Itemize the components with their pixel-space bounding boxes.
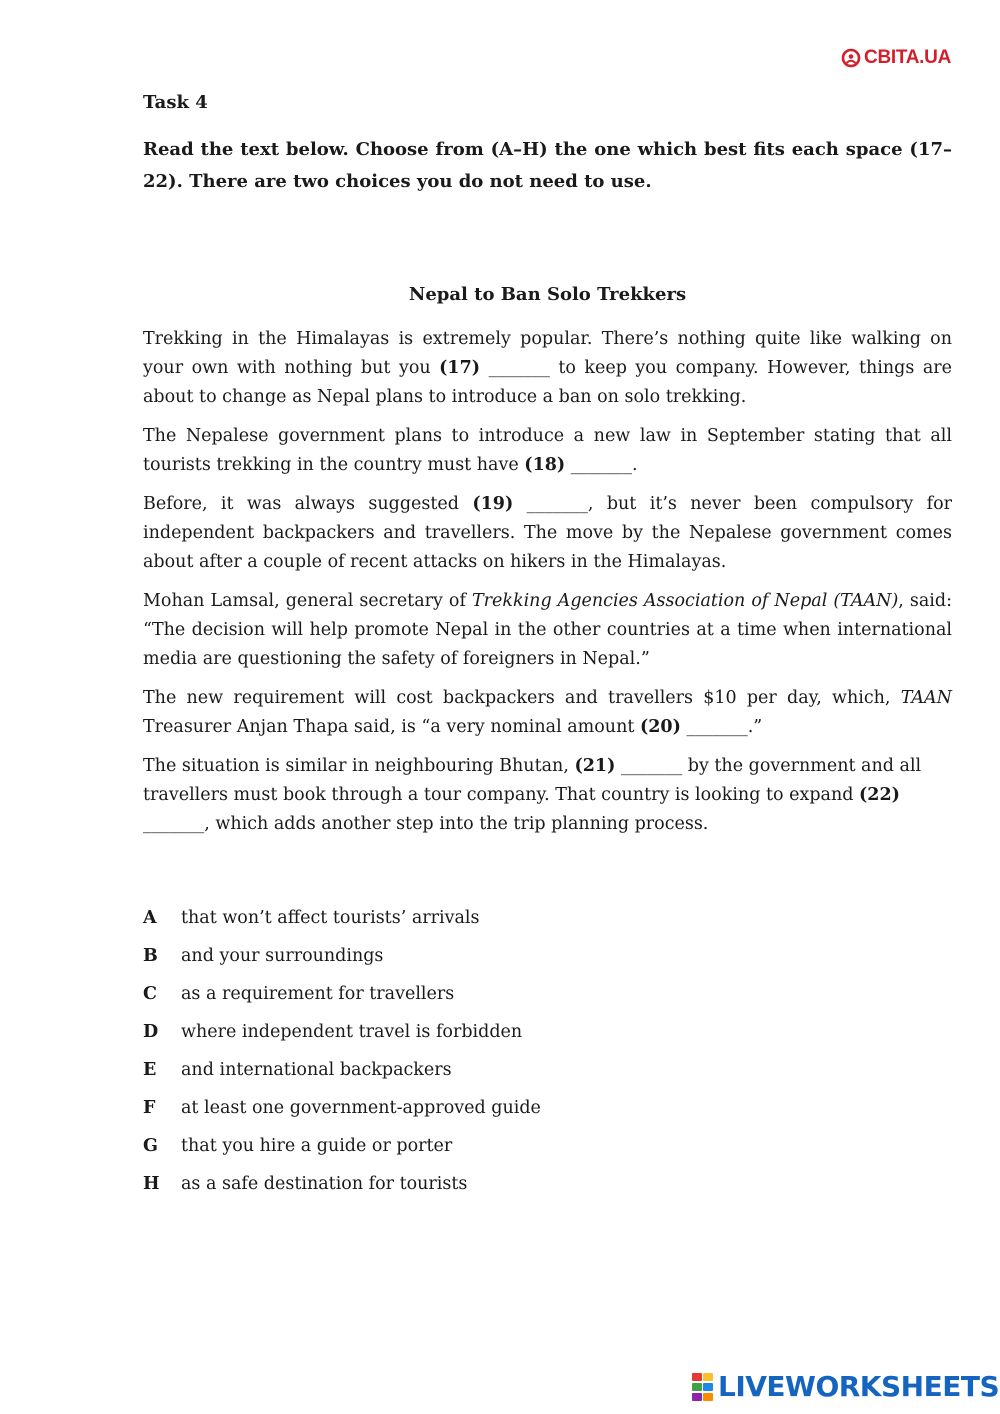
option-text: as a requirement for travellers <box>181 984 455 1004</box>
liveworksheets-logo[interactable] <box>692 1370 1000 1403</box>
paragraph-text: Trekking in the Himalayas is extremely popular. There’s nothing quite like walking on your own with nothing but you <box>143 329 952 378</box>
answer-option <box>143 1136 952 1174</box>
article-title: Nepal to Ban Solo Trekkers <box>408 284 687 305</box>
answer-option <box>143 908 952 946</box>
article-paragraph-1 <box>143 325 952 412</box>
liveworksheets-wordmark: LIVEWORKSHEETS <box>718 1370 1000 1403</box>
paragraph-text: The new requirement will cost backpackers and travellers $10 per day, which, <box>143 688 901 708</box>
paragraph-text: The situation is similar in neighbouring Bhutan, <box>143 756 575 776</box>
article-body <box>143 325 952 849</box>
option-text: at least one government-approved guide <box>181 1098 541 1118</box>
gap-20-number: (20) <box>639 717 681 737</box>
article-paragraph-2 <box>143 422 952 480</box>
option-letter: B <box>143 946 158 966</box>
task-instructions: Read the text below. Choose from (A–H) the one which best fits each space (17–22). There are two choices you do not need to use. <box>143 139 952 192</box>
paragraph-text: The Nepalese government plans to introduce a new law in September stating that all tourists trekking in the country must have <box>143 426 952 475</box>
article-paragraph-5 <box>143 684 952 742</box>
gap-17-number: (17) <box>439 358 481 378</box>
organisation-name: Trekking Agencies Association of Nepal (TAAN) <box>471 591 899 611</box>
organisation-abbreviation: TAAN <box>900 688 952 708</box>
answer-options-list <box>143 908 952 1212</box>
paragraph-text: Mohan Lamsal, general secretary of <box>143 591 472 611</box>
article-paragraph-6 <box>143 752 952 839</box>
osvita-emblem-icon <box>841 48 861 68</box>
answer-option <box>143 1098 952 1136</box>
option-letter: A <box>143 908 157 928</box>
task-title: Task 4 <box>143 92 208 113</box>
option-letter: D <box>143 1022 159 1042</box>
gap-18-number: (18) <box>524 455 566 475</box>
gap-17-blank: _______ to keep you company. However, things are about to change as Nepal plans to introduce a ban on solo trekking. <box>143 358 952 407</box>
answer-option <box>143 946 952 984</box>
article-paragraph-4 <box>143 587 952 674</box>
gap-22-blank: _______, which adds another step into the trip planning process. <box>143 814 709 834</box>
gap-21-blank: _______ by the government and all travellers must book through a tour company. That country is looking to expand <box>143 756 922 805</box>
article-paragraph-3 <box>143 490 952 577</box>
option-text: as a safe destination for tourists <box>181 1174 468 1194</box>
answer-option <box>143 1022 952 1060</box>
option-text: that won’t affect tourists’ arrivals <box>181 908 480 928</box>
gap-22-number: (22) <box>859 785 900 805</box>
answer-option <box>143 1060 952 1098</box>
liveworksheets-blocks-icon <box>692 1373 714 1401</box>
option-letter: G <box>143 1136 158 1156</box>
gap-19-number: (19) <box>472 494 514 514</box>
option-letter: E <box>143 1060 157 1080</box>
gap-21-number: (21) <box>574 756 616 776</box>
paragraph-text: Before, it was always suggested <box>143 494 473 514</box>
option-text: and international backpackers <box>181 1060 452 1080</box>
gap-18-blank: _______. <box>565 455 638 475</box>
option-text: that you hire a guide or porter <box>181 1136 453 1156</box>
osvita-logo-text: CBITA.UA <box>864 47 951 68</box>
paragraph-text: , said: “The decision will help promote Nepal in the other countries at a time when international media are questioning the safety of foreigners in Nepal.” <box>143 591 952 669</box>
gap-19-blank: _______, but it’s never been compulsory for independent backpackers and travellers. The move by the Nepalese government comes about after a couple of recent attacks on hikers in the Himalayas. <box>143 494 952 572</box>
paragraph-text: Treasurer Anjan Thapa said, is “a very nominal amount <box>143 717 640 737</box>
answer-option <box>143 1174 952 1212</box>
osvita-logo[interactable] <box>841 47 951 69</box>
option-text: and your surroundings <box>181 946 384 966</box>
option-letter: H <box>143 1174 160 1194</box>
gap-20-blank: _______.” <box>680 717 763 737</box>
option-letter: C <box>143 984 157 1004</box>
option-letter: F <box>143 1098 156 1118</box>
answer-option <box>143 984 952 1022</box>
option-text: where independent travel is forbidden <box>181 1022 523 1042</box>
